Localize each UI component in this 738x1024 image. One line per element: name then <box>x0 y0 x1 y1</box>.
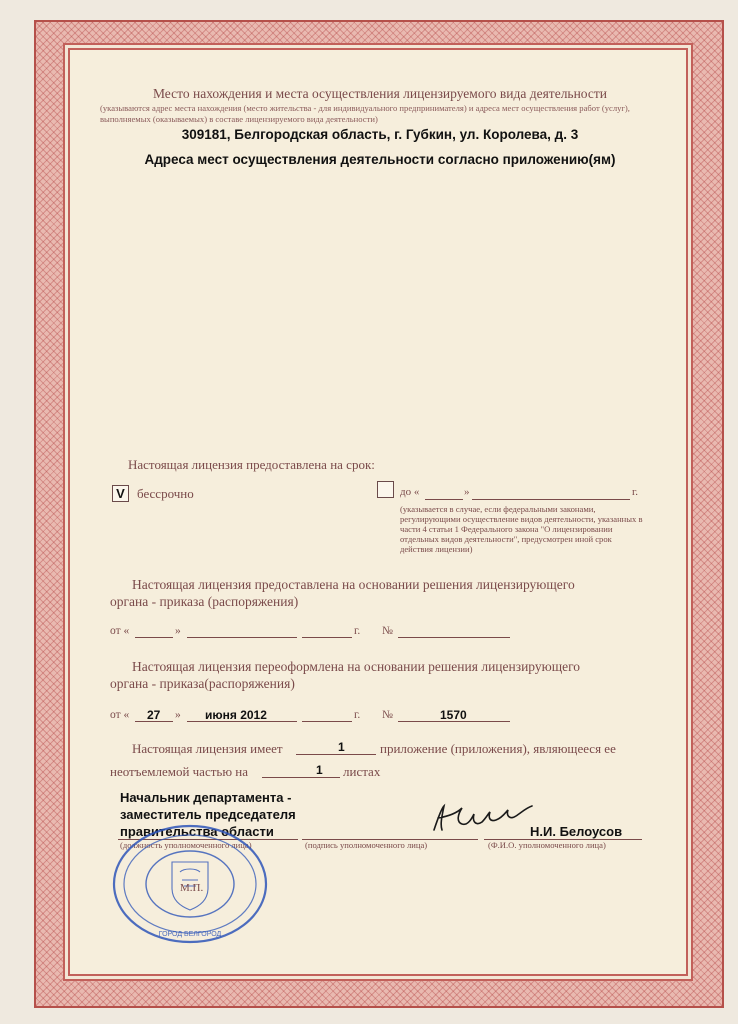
basis-day-line <box>135 637 173 638</box>
term-until-month-line <box>472 499 630 500</box>
term-until-quote: » <box>464 486 470 498</box>
header-title: Место нахождения и места осуществления лицензируемого вида деятельности <box>152 86 608 101</box>
basis-year-line <box>302 637 352 638</box>
reissue-from: от « <box>110 709 130 721</box>
reissue-month-year: июня 2012 <box>205 708 267 722</box>
annex-text4: листах <box>343 764 381 779</box>
annex-sheets-line <box>262 777 340 778</box>
term-until-prefix: до « <box>400 486 420 498</box>
caption-signature: (подпись уполномоченного лица) <box>305 840 428 850</box>
signer-name: Н.И. Белоусов <box>530 824 623 839</box>
annex-text1: Настоящая лицензия имеет <box>132 741 283 756</box>
handwritten-signature <box>428 800 538 836</box>
annex-count: 1 <box>338 740 345 754</box>
annex-count-line <box>296 754 376 755</box>
basis-text-line2: органа - приказа (распоряжения) <box>110 594 299 609</box>
annex-text2: приложение (приложения), являющееся ее <box>380 741 616 756</box>
basis-from: от « <box>110 625 130 637</box>
term-until-checkbox[interactable] <box>377 481 394 498</box>
header-note: (указываются адрес места нахождения (место жительства - для индивидуального предпринимателя) и адреса мест осуществления работ (услуг), выполняемых (оказываемых) в составе лицензируемого вида деятельности) <box>100 103 630 124</box>
term-label: Настоящая лицензия предоставлена на срок: <box>128 457 375 472</box>
reissue-day: 27 <box>147 708 161 722</box>
basis-number-line <box>398 637 510 638</box>
reissue-year-suffix: г. <box>354 709 361 721</box>
reissue-text-line1: Настоящая лицензия переоформлена на основании решения лицензирующего <box>132 659 581 674</box>
caption-position: (должность уполномоченного лица) <box>120 840 252 850</box>
basis-quote: » <box>175 625 181 637</box>
address: 309181, Белгородская область, г. Губкин, ул. Королева, д. 3 <box>181 127 579 142</box>
reissue-year-line <box>302 721 352 722</box>
basis-month-line <box>187 637 297 638</box>
seal-mark: М.П. <box>180 882 204 894</box>
annex-sheets: 1 <box>316 763 323 777</box>
term-indefinite-checkbox[interactable]: V <box>112 485 129 502</box>
caption-name: (Ф.И.О. уполномоченного лица) <box>488 840 606 850</box>
basis-number-label: № <box>382 625 393 637</box>
term-until-day-line <box>425 499 463 500</box>
basis-year-suffix: г. <box>354 625 361 637</box>
reissue-text-line2: органа - приказа(распоряжения) <box>110 676 295 691</box>
term-until-year: г. <box>632 486 639 498</box>
reissue-number: 1570 <box>440 708 467 722</box>
term-until-note: (указывается в случае, если федеральными законами, регулирующими осуществление видов деятельности, указанных в части 4 статьи 1 Федерального закона "О лицензировании отдельных видов деятельности", предусмотрен иной срок действия лицензии) <box>400 504 643 554</box>
signer-position-line2: заместитель председателя <box>120 807 296 822</box>
annex-text3: неотъемлемой частью на <box>110 764 249 779</box>
reissue-quote: » <box>175 709 181 721</box>
term-indefinite-label: бессрочно <box>137 486 194 501</box>
signer-position-line3: правительства области <box>120 824 274 839</box>
signer-position-line1: Начальник департамента - <box>120 790 292 805</box>
basis-text-line1: Настоящая лицензия предоставлена на основании решения лицензирующего <box>132 577 575 592</box>
stamp-text: ГОРОД БЕЛГОРОД <box>158 931 222 938</box>
reissue-number-label: № <box>382 709 393 721</box>
activity-places: Адреса мест осуществления деятельности согласно приложению(ям) <box>144 152 616 167</box>
